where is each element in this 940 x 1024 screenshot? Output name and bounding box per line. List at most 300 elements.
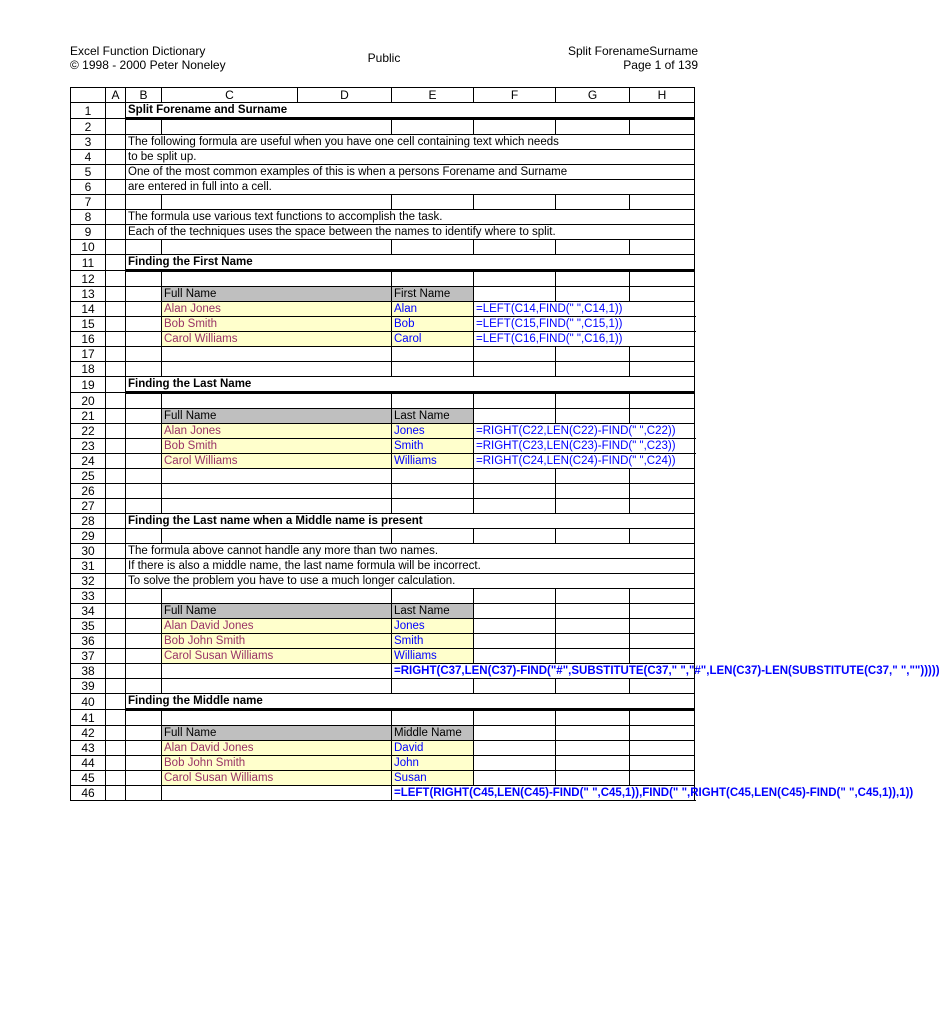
cell-d12[interactable] <box>392 271 474 287</box>
result-cell[interactable]: David <box>392 741 474 756</box>
cell-g44[interactable] <box>630 756 695 771</box>
cell-c33[interactable] <box>162 589 392 604</box>
row-header-17[interactable]: 17 <box>71 347 106 362</box>
cell-c30[interactable]: The formula above cannot handle any more than two names. <box>126 544 695 559</box>
cell-b26[interactable] <box>126 484 162 499</box>
cell-g12[interactable] <box>630 271 695 287</box>
cell-e27[interactable] <box>474 499 556 514</box>
row-header-9[interactable]: 9 <box>71 225 106 240</box>
column-header-e[interactable]: E <box>392 88 474 103</box>
cell-d18[interactable] <box>392 362 474 377</box>
cell-a39[interactable] <box>106 679 126 694</box>
cell-g26[interactable] <box>630 484 695 499</box>
full-name-cell[interactable]: Carol Williams <box>162 454 392 469</box>
row-header-38[interactable]: 38 <box>71 664 106 679</box>
cell-c10[interactable] <box>162 240 392 255</box>
sheet-row <box>71 317 695 332</box>
cell-c38[interactable] <box>162 664 392 679</box>
corner-cell <box>71 88 106 103</box>
row-header-26[interactable]: 26 <box>71 484 106 499</box>
row-header-6[interactable]: 6 <box>71 180 106 195</box>
cell-c4[interactable]: to be split up. <box>126 150 695 165</box>
cell-e44[interactable] <box>474 756 556 771</box>
cell-f42[interactable] <box>556 726 630 741</box>
cell-b37[interactable] <box>126 649 162 664</box>
cell-a46[interactable] <box>106 786 126 801</box>
column-header-c[interactable]: C <box>162 88 298 103</box>
cell-d26[interactable] <box>392 484 474 499</box>
spreadsheet-grid <box>70 87 940 801</box>
cell-a29[interactable] <box>106 529 126 544</box>
cell-a4[interactable] <box>106 150 126 165</box>
cell-d33[interactable] <box>392 589 474 604</box>
row-header-4[interactable]: 4 <box>71 150 106 165</box>
row-header-34[interactable]: 34 <box>71 604 106 619</box>
cell-a26[interactable] <box>106 484 126 499</box>
result-cell[interactable]: John <box>392 756 474 771</box>
sheet-row <box>71 514 695 529</box>
full-name-cell[interactable]: Carol Williams <box>162 332 392 347</box>
cell-d29[interactable] <box>392 529 474 544</box>
cell-c17[interactable] <box>162 347 392 362</box>
cell-c26[interactable] <box>162 484 392 499</box>
cell-c6[interactable]: are entered in full into a cell. <box>126 180 695 195</box>
cell-e25[interactable] <box>474 469 556 484</box>
cell-b24[interactable] <box>126 454 162 469</box>
cell-c1[interactable]: Split Forename and Surname <box>126 103 695 119</box>
full-name-cell[interactable]: Bob John Smith <box>162 634 392 649</box>
cell-a43[interactable] <box>106 741 126 756</box>
cell-d10[interactable] <box>392 240 474 255</box>
cell-a18[interactable] <box>106 362 126 377</box>
table-header-result[interactable]: Last Name <box>392 604 474 619</box>
row-header-1[interactable]: 1 <box>71 103 106 119</box>
row-header-45[interactable]: 45 <box>71 771 106 786</box>
cell-c9[interactable]: Each of the techniques uses the space between the names to identify where to split. <box>126 225 695 240</box>
cell-a28[interactable] <box>106 514 126 529</box>
cell-b17[interactable] <box>126 347 162 362</box>
result-cell[interactable]: Bob <box>392 317 474 332</box>
cell-g36[interactable] <box>630 634 695 649</box>
cell-c29[interactable] <box>162 529 392 544</box>
cell-e21[interactable] <box>474 409 556 424</box>
row-header-39[interactable]: 39 <box>71 679 106 694</box>
cell-a42[interactable] <box>106 726 126 741</box>
cell-a16[interactable] <box>106 332 126 347</box>
full-name-cell[interactable]: Bob Smith <box>162 439 392 454</box>
cell-c40[interactable]: Finding the Middle name <box>126 694 695 710</box>
cell-a11[interactable] <box>106 255 126 271</box>
cell-g42[interactable] <box>630 726 695 741</box>
cell-f43[interactable] <box>556 741 630 756</box>
cell-a9[interactable] <box>106 225 126 240</box>
cell-a12[interactable] <box>106 271 126 287</box>
cell-c7[interactable] <box>162 195 392 210</box>
cell-f17[interactable] <box>556 347 630 362</box>
row-header-10[interactable]: 10 <box>71 240 106 255</box>
cell-a22[interactable] <box>106 424 126 439</box>
cell-e12[interactable] <box>474 271 556 287</box>
cell-f44[interactable] <box>556 756 630 771</box>
cell-c32[interactable]: To solve the problem you have to use a much longer calculation. <box>126 574 695 589</box>
cell-b39[interactable] <box>126 679 162 694</box>
row-header-32[interactable]: 32 <box>71 574 106 589</box>
cell-a45[interactable] <box>106 771 126 786</box>
cell-a44[interactable] <box>106 756 126 771</box>
cell-g39[interactable] <box>630 679 695 694</box>
formula-cell[interactable]: =LEFT(C15,FIND(" ",C15,1)) <box>474 317 695 332</box>
cell-a35[interactable] <box>106 619 126 634</box>
cell-g33[interactable] <box>630 589 695 604</box>
sheet-row <box>71 362 695 377</box>
cell-a37[interactable] <box>106 649 126 664</box>
column-header-d[interactable]: D <box>298 88 392 103</box>
cell-b21[interactable] <box>126 409 162 424</box>
full-name-cell[interactable]: Alan David Jones <box>162 619 392 634</box>
cell-c18[interactable] <box>162 362 392 377</box>
cell-c25[interactable] <box>162 469 392 484</box>
row-header-46[interactable]: 46 <box>71 786 106 801</box>
row-header-15[interactable]: 15 <box>71 317 106 332</box>
row-header-8[interactable]: 8 <box>71 210 106 225</box>
cell-d17[interactable] <box>392 347 474 362</box>
cell-b14[interactable] <box>126 302 162 317</box>
row-header-37[interactable]: 37 <box>71 649 106 664</box>
result-cell[interactable]: Jones <box>392 424 474 439</box>
cell-e42[interactable] <box>474 726 556 741</box>
full-name-cell[interactable]: Alan Jones <box>162 302 392 317</box>
result-cell[interactable]: Jones <box>392 619 474 634</box>
cell-f25[interactable] <box>556 469 630 484</box>
table-header-full-name[interactable]: Full Name <box>162 287 392 302</box>
cell-f13[interactable] <box>556 287 630 302</box>
formula-cell[interactable]: =RIGHT(C23,LEN(C23)-FIND(" ",C23)) <box>474 439 695 454</box>
row-header-31[interactable]: 31 <box>71 559 106 574</box>
cell-b41[interactable] <box>126 710 162 726</box>
column-header-h[interactable]: H <box>630 88 695 103</box>
cell-e10[interactable] <box>474 240 556 255</box>
cell-f7[interactable] <box>556 195 630 210</box>
cell-c20[interactable] <box>162 393 392 409</box>
row-header-40[interactable]: 40 <box>71 694 106 710</box>
cell-b46[interactable] <box>126 786 162 801</box>
column-header-f[interactable]: F <box>474 88 556 103</box>
cell-d20[interactable] <box>392 393 474 409</box>
column-header-b[interactable]: B <box>126 88 162 103</box>
table-header-full-name[interactable]: Full Name <box>162 604 392 619</box>
cell-a30[interactable] <box>106 544 126 559</box>
cell-f10[interactable] <box>556 240 630 255</box>
sheet-row <box>71 180 695 195</box>
result-cell[interactable]: Smith <box>392 634 474 649</box>
row-header-16[interactable]: 16 <box>71 332 106 347</box>
cell-g10[interactable] <box>630 240 695 255</box>
row-header-19[interactable]: 19 <box>71 377 106 393</box>
cell-e26[interactable] <box>474 484 556 499</box>
cell-b18[interactable] <box>126 362 162 377</box>
cell-e35[interactable] <box>474 619 556 634</box>
row-header-3[interactable]: 3 <box>71 135 106 150</box>
cell-g18[interactable] <box>630 362 695 377</box>
cell-a21[interactable] <box>106 409 126 424</box>
row-header-21[interactable]: 21 <box>71 409 106 424</box>
row-header-29[interactable]: 29 <box>71 529 106 544</box>
result-cell[interactable]: Williams <box>392 454 474 469</box>
cell-d27[interactable] <box>392 499 474 514</box>
cell-b23[interactable] <box>126 439 162 454</box>
cell-f35[interactable] <box>556 619 630 634</box>
row-header-5[interactable]: 5 <box>71 165 106 180</box>
row-header-11[interactable]: 11 <box>71 255 106 271</box>
cell-b27[interactable] <box>126 499 162 514</box>
cell-a27[interactable] <box>106 499 126 514</box>
cell-a25[interactable] <box>106 469 126 484</box>
cell-a24[interactable] <box>106 454 126 469</box>
cell-f27[interactable] <box>556 499 630 514</box>
cell-e34[interactable] <box>474 604 556 619</box>
column-header-a[interactable]: A <box>106 88 126 103</box>
cell-c31[interactable]: If there is also a middle name, the last name formula will be incorrect. <box>126 559 695 574</box>
cell-d25[interactable] <box>392 469 474 484</box>
cell-a23[interactable] <box>106 439 126 454</box>
cell-f41[interactable] <box>556 710 630 726</box>
sheet-row <box>71 393 695 409</box>
cell-c8[interactable]: The formula use various text functions to accomplish the task. <box>126 210 695 225</box>
cell-b2[interactable] <box>126 119 162 135</box>
cell-b12[interactable] <box>126 271 162 287</box>
cell-g2[interactable] <box>630 119 695 135</box>
cell-f2[interactable] <box>556 119 630 135</box>
cell-a31[interactable] <box>106 559 126 574</box>
cell-a6[interactable] <box>106 180 126 195</box>
cell-g17[interactable] <box>630 347 695 362</box>
cell-g25[interactable] <box>630 469 695 484</box>
cell-c46[interactable] <box>162 786 392 801</box>
cell-b20[interactable] <box>126 393 162 409</box>
formula-cell[interactable]: =LEFT(C14,FIND(" ",C14,1)) <box>474 302 695 317</box>
cell-a15[interactable] <box>106 317 126 332</box>
cell-g41[interactable] <box>630 710 695 726</box>
copyright-line: © 1998 - 2000 Peter Noneley <box>70 58 226 72</box>
cell-b43[interactable] <box>126 741 162 756</box>
cell-c2[interactable] <box>162 119 392 135</box>
sheet-row <box>71 103 695 119</box>
cell-g20[interactable] <box>630 393 695 409</box>
cell-g13[interactable] <box>630 287 695 302</box>
row-header-27[interactable]: 27 <box>71 499 106 514</box>
cell-e45[interactable] <box>474 771 556 786</box>
row-header-7[interactable]: 7 <box>71 195 106 210</box>
cell-f36[interactable] <box>556 634 630 649</box>
cell-e33[interactable] <box>474 589 556 604</box>
full-name-cell[interactable]: Bob Smith <box>162 317 392 332</box>
row-header-28[interactable]: 28 <box>71 514 106 529</box>
cell-a7[interactable] <box>106 195 126 210</box>
sheet-row <box>71 741 695 756</box>
cell-a2[interactable] <box>106 119 126 135</box>
cell-b7[interactable] <box>126 195 162 210</box>
cell-f37[interactable] <box>556 649 630 664</box>
cell-f21[interactable] <box>556 409 630 424</box>
row-header-35[interactable]: 35 <box>71 619 106 634</box>
cell-c19[interactable]: Finding the Last Name <box>126 377 695 393</box>
cell-a3[interactable] <box>106 135 126 150</box>
cell-c5[interactable]: One of the most common examples of this is when a persons Forename and Surname <box>126 165 695 180</box>
cell-a5[interactable] <box>106 165 126 180</box>
cell-f12[interactable] <box>556 271 630 287</box>
result-cell[interactable]: Williams <box>392 649 474 664</box>
sheet-row <box>71 377 695 393</box>
cell-g37[interactable] <box>630 649 695 664</box>
cell-b10[interactable] <box>126 240 162 255</box>
cell-d41[interactable] <box>392 710 474 726</box>
cell-b33[interactable] <box>126 589 162 604</box>
long-formula-cell[interactable]: =RIGHT(C37,LEN(C37)-FIND("#",SUBSTITUTE(C37," ","#",LEN(C37)-LEN(SUBSTITUTE(C37," ",""))))) <box>392 664 695 679</box>
row-header-44[interactable]: 44 <box>71 756 106 771</box>
row-header-43[interactable]: 43 <box>71 741 106 756</box>
cell-e13[interactable] <box>474 287 556 302</box>
cell-f20[interactable] <box>556 393 630 409</box>
table-header-full-name[interactable]: Full Name <box>162 409 392 424</box>
page-header-right <box>568 44 698 72</box>
cell-c28[interactable]: Finding the Last name when a Middle name is present <box>126 514 695 529</box>
row-header-20[interactable]: 20 <box>71 393 106 409</box>
full-name-cell[interactable]: Alan David Jones <box>162 741 392 756</box>
cell-b38[interactable] <box>126 664 162 679</box>
cell-a20[interactable] <box>106 393 126 409</box>
cell-e17[interactable] <box>474 347 556 362</box>
cell-b42[interactable] <box>126 726 162 741</box>
result-cell[interactable]: Smith <box>392 439 474 454</box>
result-cell[interactable]: Susan <box>392 771 474 786</box>
cell-b36[interactable] <box>126 634 162 649</box>
cell-b35[interactable] <box>126 619 162 634</box>
cell-b34[interactable] <box>126 604 162 619</box>
cell-b29[interactable] <box>126 529 162 544</box>
row-header-36[interactable]: 36 <box>71 634 106 649</box>
cell-a40[interactable] <box>106 694 126 710</box>
row-header-23[interactable]: 23 <box>71 439 106 454</box>
row-header-33[interactable]: 33 <box>71 589 106 604</box>
cell-a17[interactable] <box>106 347 126 362</box>
cell-f18[interactable] <box>556 362 630 377</box>
cell-e18[interactable] <box>474 362 556 377</box>
cell-b22[interactable] <box>126 424 162 439</box>
cell-a34[interactable] <box>106 604 126 619</box>
cell-a13[interactable] <box>106 287 126 302</box>
cell-a1[interactable] <box>106 103 126 119</box>
cell-e2[interactable] <box>474 119 556 135</box>
formula-cell[interactable]: =LEFT(C16,FIND(" ",C16,1)) <box>474 332 695 347</box>
cell-e43[interactable] <box>474 741 556 756</box>
cell-d2[interactable] <box>392 119 474 135</box>
cell-a41[interactable] <box>106 710 126 726</box>
cell-e36[interactable] <box>474 634 556 649</box>
cell-a10[interactable] <box>106 240 126 255</box>
full-name-cell[interactable]: Carol Susan Williams <box>162 771 392 786</box>
row-header-2[interactable]: 2 <box>71 119 106 135</box>
cell-e29[interactable] <box>474 529 556 544</box>
cell-g34[interactable] <box>630 604 695 619</box>
long-formula-cell[interactable]: =LEFT(RIGHT(C45,LEN(C45)-FIND(" ",C45,1)),FIND(" ",RIGHT(C45,LEN(C45)-FIND(" ",C45,1)),1)) <box>392 786 695 801</box>
cell-c11[interactable]: Finding the First Name <box>126 255 695 271</box>
cell-g29[interactable] <box>630 529 695 544</box>
table-header-result[interactable]: First Name <box>392 287 474 302</box>
formula-cell[interactable]: =RIGHT(C24,LEN(C24)-FIND(" ",C24)) <box>474 454 695 469</box>
row-header-14[interactable]: 14 <box>71 302 106 317</box>
row-header-18[interactable]: 18 <box>71 362 106 377</box>
cell-a36[interactable] <box>106 634 126 649</box>
cell-b44[interactable] <box>126 756 162 771</box>
cell-g7[interactable] <box>630 195 695 210</box>
row-header-41[interactable]: 41 <box>71 710 106 726</box>
row-header-24[interactable]: 24 <box>71 454 106 469</box>
cell-a38[interactable] <box>106 664 126 679</box>
cell-f33[interactable] <box>556 589 630 604</box>
cell-g45[interactable] <box>630 771 695 786</box>
column-header-g[interactable]: G <box>556 88 630 103</box>
cell-g35[interactable] <box>630 619 695 634</box>
cell-f45[interactable] <box>556 771 630 786</box>
cell-a14[interactable] <box>106 302 126 317</box>
cell-e7[interactable] <box>474 195 556 210</box>
cell-g21[interactable] <box>630 409 695 424</box>
cell-b13[interactable] <box>126 287 162 302</box>
table-header-full-name[interactable]: Full Name <box>162 726 392 741</box>
cell-a8[interactable] <box>106 210 126 225</box>
cell-b15[interactable] <box>126 317 162 332</box>
cell-a33[interactable] <box>106 589 126 604</box>
cell-d39[interactable] <box>392 679 474 694</box>
result-cell[interactable]: Alan <box>392 302 474 317</box>
full-name-cell[interactable]: Alan Jones <box>162 424 392 439</box>
cell-d7[interactable] <box>392 195 474 210</box>
table-header-result[interactable]: Last Name <box>392 409 474 424</box>
cell-b16[interactable] <box>126 332 162 347</box>
cell-c27[interactable] <box>162 499 392 514</box>
cell-f39[interactable] <box>556 679 630 694</box>
row-header-12[interactable]: 12 <box>71 271 106 287</box>
cell-a19[interactable] <box>106 377 126 393</box>
formula-cell[interactable]: =RIGHT(C22,LEN(C22)-FIND(" ",C22)) <box>474 424 695 439</box>
row-header-13[interactable]: 13 <box>71 287 106 302</box>
cell-b25[interactable] <box>126 469 162 484</box>
row-header-30[interactable]: 30 <box>71 544 106 559</box>
row-header-22[interactable]: 22 <box>71 424 106 439</box>
cell-b45[interactable] <box>126 771 162 786</box>
row-header-25[interactable]: 25 <box>71 469 106 484</box>
cell-e41[interactable] <box>474 710 556 726</box>
result-cell[interactable]: Carol <box>392 332 474 347</box>
cell-c39[interactable] <box>162 679 392 694</box>
cell-g43[interactable] <box>630 741 695 756</box>
cell-c41[interactable] <box>162 710 392 726</box>
table-header-result[interactable]: Middle Name <box>392 726 474 741</box>
full-name-cell[interactable]: Bob John Smith <box>162 756 392 771</box>
cell-e39[interactable] <box>474 679 556 694</box>
cell-f29[interactable] <box>556 529 630 544</box>
full-name-cell[interactable]: Carol Susan Williams <box>162 649 392 664</box>
cell-a32[interactable] <box>106 574 126 589</box>
cell-e20[interactable] <box>474 393 556 409</box>
cell-c3[interactable]: The following formula are useful when you have one cell containing text which needs <box>126 135 695 150</box>
cell-e37[interactable] <box>474 649 556 664</box>
cell-c12[interactable] <box>162 271 392 287</box>
cell-f26[interactable] <box>556 484 630 499</box>
cell-g27[interactable] <box>630 499 695 514</box>
row-header-42[interactable]: 42 <box>71 726 106 741</box>
cell-f34[interactable] <box>556 604 630 619</box>
